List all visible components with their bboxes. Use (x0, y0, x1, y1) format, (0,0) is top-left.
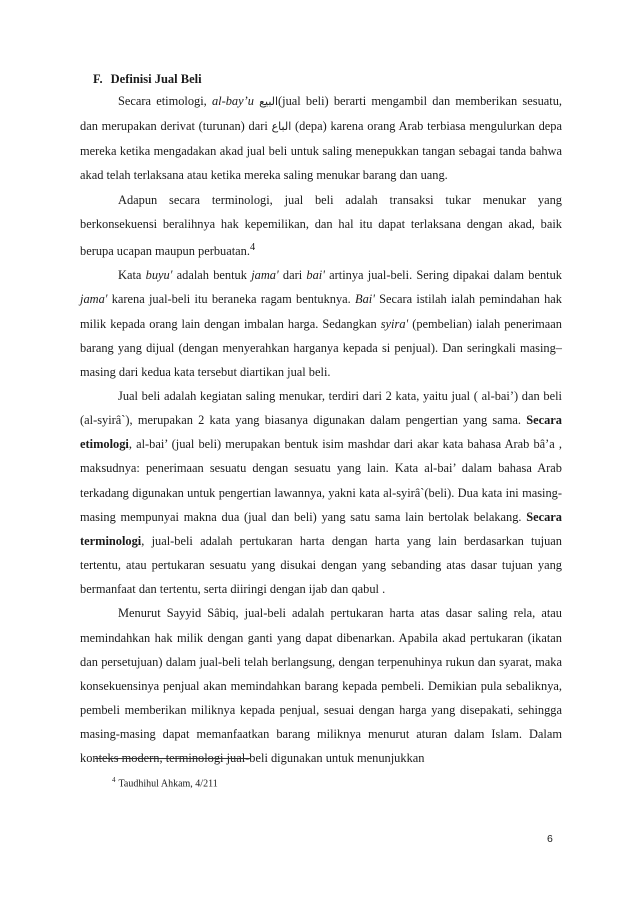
footnote (112, 776, 218, 789)
paragraph-kata-buyu: Kata buyu' adalah bentuk jama' dari bai' artinya jual-beli. Sering dipakai dalam bentuk jama' karena jual-beli itu beraneka ragam bentuknya. Bai' Secara istilah ialah pemindahan hak milik kepada orang lain dengan imbalan harga. Sedangkan syira' (pembelian) ialah penerimaan barang yang dijual (dengan menyerahkan harganya kepada si penjual). Dan seringkali masing–masing dari kedua kata tersebut diartikan jual beli. (80, 268, 562, 379)
paragraph-terminologi: Adapun secara terminologi, jual beli adalah transaksi tukar menukar yang berkonsekuensi beralihnya hak kepemilikan, dan hal itu dapat terlaksana dengan akad, baik berupa ucapan maupun perbuatan.$^4$ (80, 192, 562, 259)
footnote-number: 4 (112, 776, 116, 784)
body-text (80, 89, 562, 771)
arabic-term-al-ba: الباع (271, 120, 292, 134)
section-heading (93, 72, 210, 87)
section-letter: F. (93, 72, 103, 86)
page-number: 6 (547, 833, 553, 845)
footnote-text: Taudhihul Ahkam, 4/211 (118, 778, 218, 790)
paragraph-etimologi: Secara etimologi, al-bay’u البيع(jual beli) berarti mengambil dan memberikan sesuatu, dan merupakan derivat (turunan) dari الباع (depa) karena orang Arab terbiasa mengulurkan depa mereka ketika mengadakan akad jual beli untuk saling menepukkan tangan sebagai tanda bahwa akad telah terlaksana atau ketika mereka saling menukar barang dan uang. (80, 94, 562, 183)
footnote-divider (95, 758, 251, 759)
arabic-term-al-bay: البيع (259, 95, 279, 108)
section-title: Definisi Jual Beli (110, 72, 202, 86)
footnote-ref: 4 (249, 241, 256, 253)
paragraph-sayyid-sabiq: Menurut Sayyid Sâbiq, jual-beli adalah pertukaran harta atas dasar saling rela, atau memindahkan hak milik dengan ganti yang dapat dibenarkan. Apabila akad pertukaran (ikatan dan persetujuan) dalam jual-beli telah berlangsung, dengan terpenuhinya rukun dan syarat, maka konsekuensinya penjual akan memindahkan barang kepada pembeli. Demikian pula sebaliknya, pembeli memberikan miliknya kepada penjual, sesuai dengan harga yang disepakati, sehingga masing-masing dapat memanfaatkan barang miliknya menurut aturan dalam Islam. Dalam konteks modern, terminologi jual-beli digunakan untuk menunjukkan (80, 606, 562, 766)
paragraph-jual-beli: Jual beli adalah kegiatan saling menukar, terdiri dari 2 kata, yaitu jual ( al-bai’) dan beli (al-syirâ`), merupakan 2 kata yang biasanya digunakan dalam pengertian yang sama. Secara etimologi, al-bai’ (jual beli) merupakan bentuk isim mashdar dari akar kata bahasa Arab bâ’a , maksudnya: penerimaan sesuatu dengan sesuatu yang lain. Kata al-bai’ dalam bahasa Arab terkadang digunakan untuk pengertian lawannya, yakni kata al-syirâ`(beli). Dua kata ini masing-masing mempunyai makna dua (jual dan beli) yang satu sama lain bertolak belakang. Secara terminologi, jual-beli adalah pertukaran harta dengan harta yang lain berdasarkan tujuan tertentu, atau pertukaran sesuatu yang disukai dengan yang sebanding atas dasar tujuan yang bermanfaat dan tertentu, serta diiringi dengan ijab dan qabul . (80, 389, 562, 597)
